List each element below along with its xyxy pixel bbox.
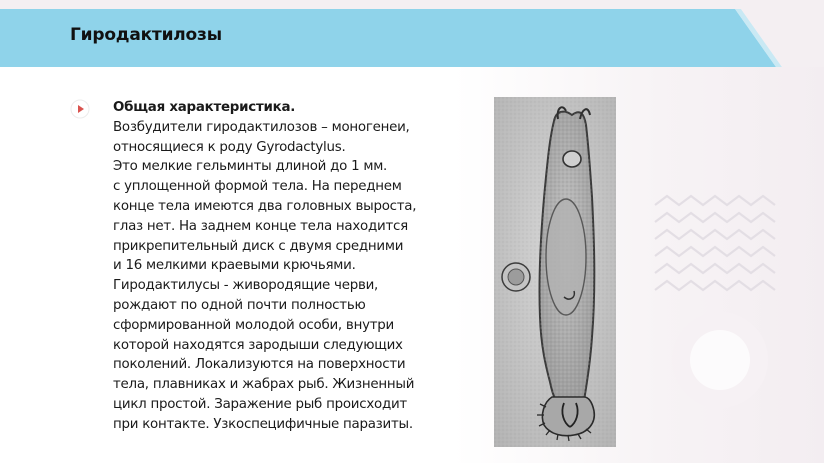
body-line: тела, плавниках и жабрах рыб. Жизненный	[113, 377, 415, 393]
body-line: Гиродактилусы - живородящие черви,	[113, 278, 379, 294]
body-line: Это мелкие гельминты длиной до 1 мм.	[113, 159, 388, 175]
play-triangle-icon	[70, 99, 90, 119]
body-line: цикл простой. Заражение рыб происходит	[113, 396, 407, 412]
body-line: рождают по одной почти полностью	[113, 297, 366, 313]
body-line: конце тела имеются два головных выроста,	[113, 198, 417, 214]
body-line: Возбудители гиродактилозов – моногенеи,	[113, 119, 410, 135]
body-line: сформированной молодой особи, внутри	[113, 317, 395, 333]
body-line: и 16 мелкими краевыми крючьями.	[113, 258, 356, 274]
body-line: при контакте. Узкоспецифичные паразиты.	[113, 416, 413, 432]
gyrodactylus-micrograph-image	[494, 97, 616, 447]
body-heading: Общая характеристика.	[113, 100, 296, 115]
body-text	[113, 98, 483, 435]
body-line: прикрепительный диск с двумя средними	[113, 238, 404, 254]
body-line: относящиеся к роду Gyrodactylus.	[113, 139, 346, 155]
body-line: которой находятся зародыши следующих	[113, 337, 403, 353]
body-line: глаз нет. На заднем конце тела находится	[113, 218, 408, 234]
body-line: с уплощенной формой тела. На переднем	[113, 179, 402, 195]
body-line: поколений. Локализуются на поверхности	[113, 357, 406, 373]
slide-title: Гиродактилозы	[70, 25, 222, 45]
